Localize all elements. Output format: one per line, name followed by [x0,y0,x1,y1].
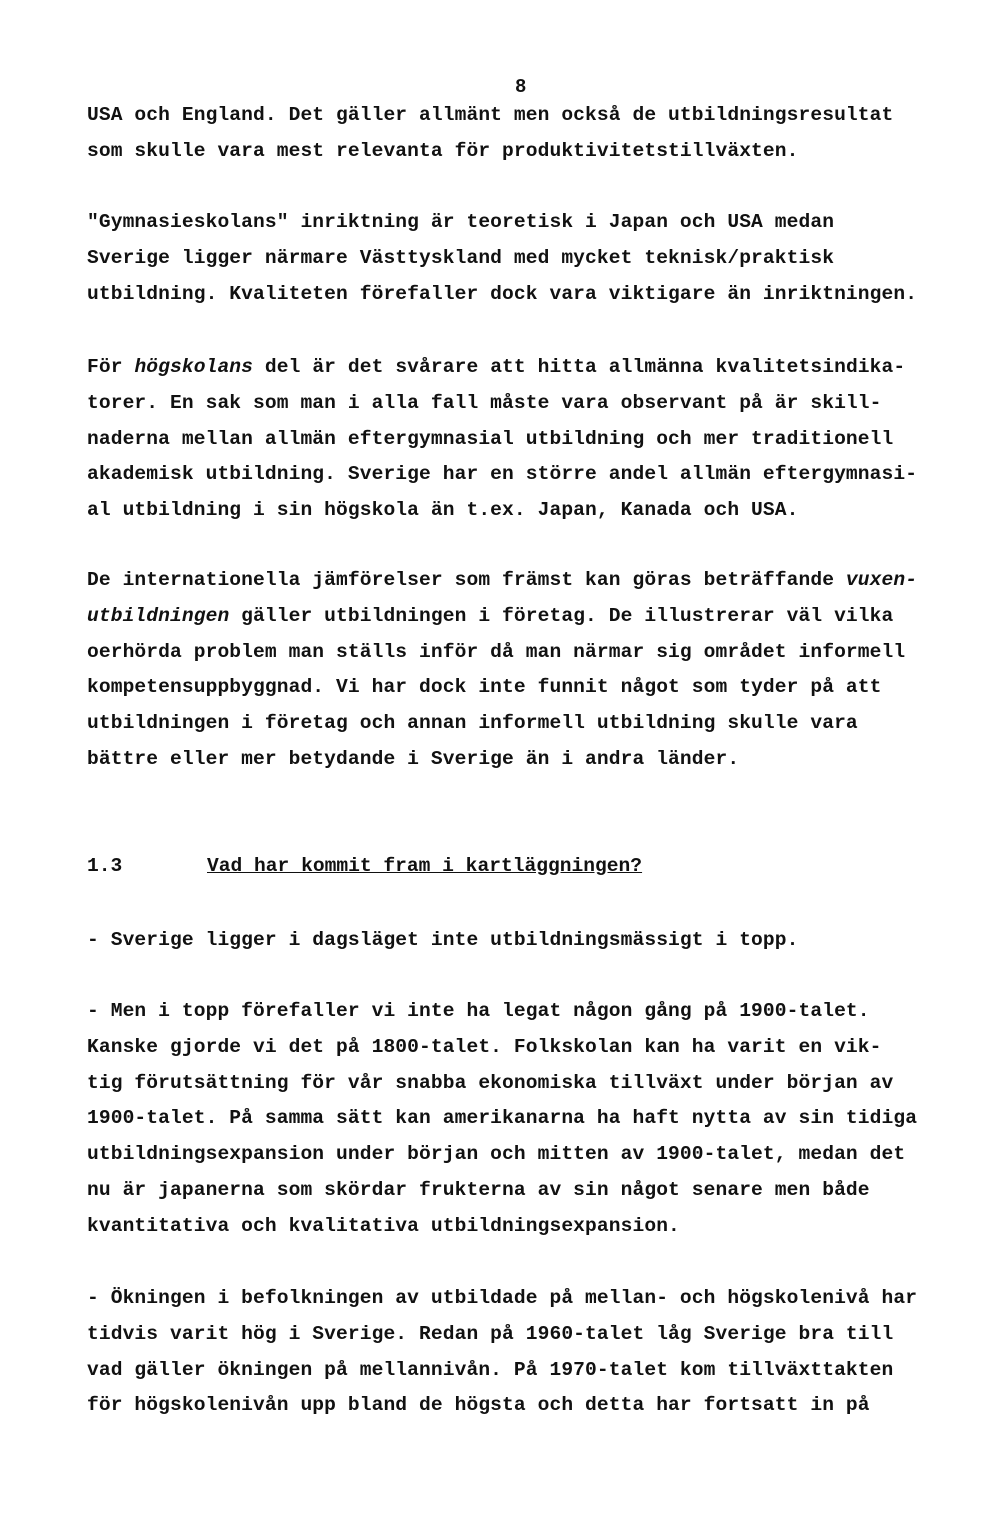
text-line [87,1322,893,1346]
text-line [87,1286,917,1310]
text-segment: "Gymnasieskolans" inriktning är teoretisk i Japan och USA medan [87,211,835,233]
text-segment: som skulle vara mest relevanta för produktivitetstillväxten. [87,139,799,162]
text-segment: naderna mellan allmän eftergymnasial utbildning och mer traditionell [87,427,894,450]
text-line [87,675,882,699]
text-segment: vad gäller ökningen på mellannivån. På 1970-talet kom tillväxttakten [87,1358,894,1381]
text-line [87,1071,893,1095]
text-line [87,568,917,592]
text-line [87,928,799,952]
text-segment: De internationella jämförelser som främst kan göras beträffande [87,569,846,591]
text-line [87,640,905,664]
italic-text: högskolans [134,356,254,378]
text-segment: tig förutsättning för vår snabba ekonomiska tillväxt under början av [87,1071,894,1094]
text-segment: utbildningen i företag och annan informell utbildning skulle vara [87,712,858,734]
italic-text: utbildningen [87,604,230,627]
text-segment: del är det svårare att hitta allmänna kvalitetsindika- [253,356,906,378]
text-line [87,1214,680,1238]
text-line [87,282,917,306]
text-line [87,1178,870,1202]
text-line [87,604,893,628]
italic-text: vuxen- [845,569,918,591]
text-segment: bättre eller mer betydande i Sverige än i andra länder. [87,747,740,770]
text-segment: Sverige ligger närmare Västtyskland med mycket teknisk/praktisk [87,246,835,269]
text-line [87,1393,870,1417]
text-segment: kompetensuppbyggnad. Vi har dock inte funnit något som tyder på att [87,676,882,699]
text-line [87,999,870,1023]
section-number: 1.3 [87,855,123,877]
text-line [87,1035,882,1059]
text-segment: kvantitativa och kvalitativa utbildningsexpansion. [87,1214,680,1237]
text-line [87,1358,893,1382]
text-segment: utbildningsexpansion under början och mitten av 1900-talet, medan det [87,1143,906,1165]
text-segment: akademisk utbildning. Sverige har en större andel allmän eftergymnasi- [87,463,918,486]
text-line [87,1142,905,1166]
text-line [87,139,799,163]
text-line [87,747,739,771]
text-segment: 1900-talet. På samma sätt kan amerikanarna ha haft nytta av sin tidiga [87,1107,918,1130]
text-segment: oerhörda problem man ställs inför då man närmar sig området informell [87,640,906,663]
text-line [87,210,834,234]
text-line [87,711,858,735]
text-segment: Kanske gjorde vi det på 1800-talet. Folkskolan kan ha varit en vik- [87,1035,882,1058]
text-segment: tidvis varit hög i Sverige. Redan på 1960-talet låg Sverige bra till [87,1322,894,1345]
text-line [87,355,905,379]
text-line [87,103,893,127]
text-segment: för högskolenivån upp bland de högsta och detta har fortsatt in på [87,1394,870,1417]
text-segment: - Sverige ligger i dagsläget inte utbildningsmässigt i topp. [87,929,799,951]
text-segment: utbildning. Kvaliteten förefaller dock vara viktigare än inriktningen. [87,282,918,305]
text-line [87,1106,917,1130]
page-number: 8 [515,76,527,98]
text-segment: gäller utbildningen i företag. De illustrerar väl vilka [229,604,894,627]
text-segment: nu är japanerna som skördar frukterna av sin något senare men både [87,1178,870,1201]
text-line [87,246,834,270]
text-segment: al utbildning i sin högskola än t.ex. Japan, Kanada och USA. [87,499,799,521]
text-line [87,391,882,415]
text-segment: USA och England. Det gäller allmänt men också de utbildningsresultat [87,104,894,126]
text-segment: För [87,356,135,378]
text-segment: - Men i topp förefaller vi inte ha legat någon gång på 1900-talet. [87,1000,870,1022]
text-line [87,462,917,486]
section-title: Vad har kommit fram i kartläggningen? [207,855,643,877]
text-line [87,427,893,451]
text-line [87,498,799,522]
text-segment: torer. En sak som man i alla fall måste vara observant på är skill- [87,391,882,414]
text-segment: - Ökningen i befolkningen av utbildade på mellan- och högskolenivå har [87,1287,918,1309]
